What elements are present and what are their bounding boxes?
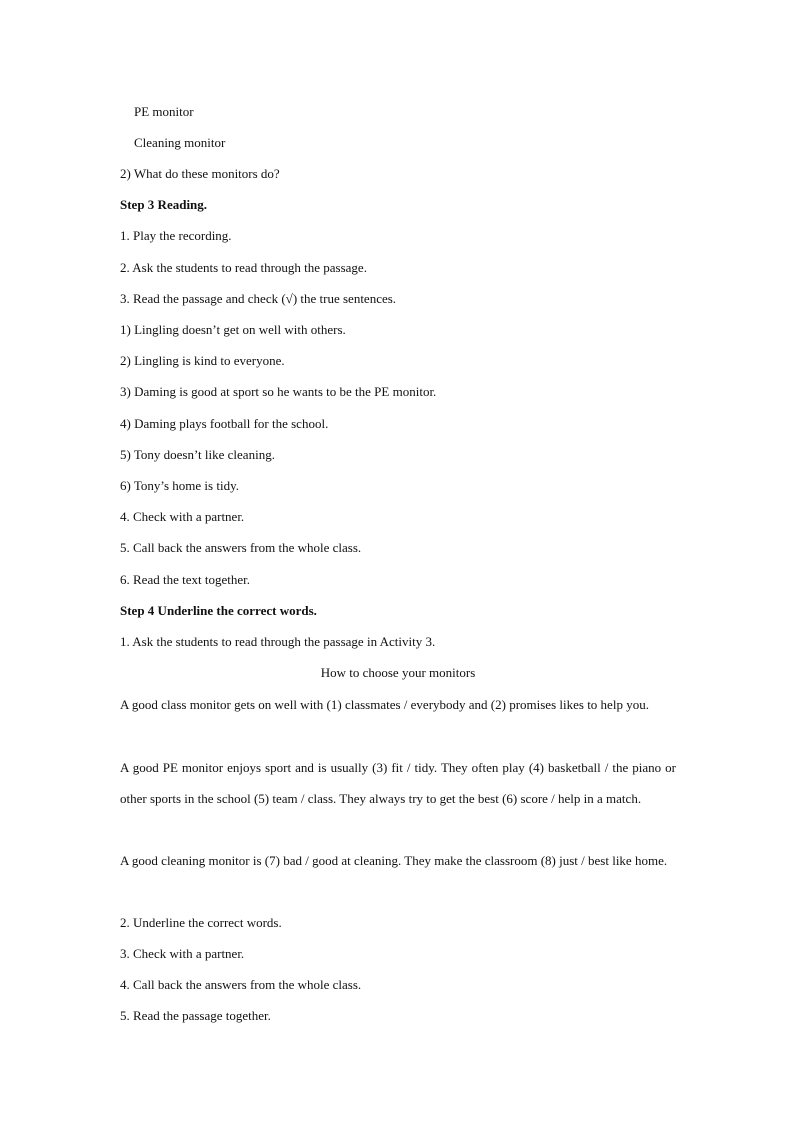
step4-intro: 1. Ask the students to read through the passage in Activity 3. <box>120 634 436 649</box>
step3-item: 3) Daming is good at sport so he wants to be the PE monitor. <box>120 384 437 399</box>
step3-heading: Step 3 Reading. <box>120 197 208 212</box>
step3-item: 3. Read the passage and check (√) the true sentences. <box>120 291 397 306</box>
passage-paragraph: A good PE monitor enjoys sport and is usually (3) fit / tidy. They often play (4) basketball / the piano or other sports in the school (5) team / class. They always try to get the best (6) score / help in a match. <box>120 760 676 806</box>
step4-item: 2. Underline the correct words. <box>120 915 282 930</box>
passage-title: How to choose your monitors <box>320 665 476 680</box>
passage-paragraph: A good cleaning monitor is (7) bad / good at cleaning. They make the classroom (8) just / best like home. <box>120 853 668 868</box>
step3-item: 1) Lingling doesn’t get on well with others. <box>120 322 346 337</box>
step3-item: 6. Read the text together. <box>120 572 250 587</box>
step3-item: 2. Ask the students to read through the passage. <box>120 260 367 275</box>
step3-item: 4) Daming plays football for the school. <box>120 416 329 431</box>
question-2: 2) What do these monitors do? <box>120 166 280 181</box>
step3-item: 5) Tony doesn’t like cleaning. <box>120 447 275 462</box>
step3-item: 4. Check with a partner. <box>120 509 245 524</box>
monitor-cleaning: Cleaning monitor <box>134 135 226 150</box>
step4-heading: Step 4 Underline the correct words. <box>120 603 317 618</box>
monitor-pe: PE monitor <box>134 104 194 119</box>
step4-item: 5. Read the passage together. <box>120 1008 271 1023</box>
step3-item: 5. Call back the answers from the whole class. <box>120 540 362 555</box>
step3-item: 1. Play the recording. <box>120 228 232 243</box>
passage-paragraph: A good class monitor gets on well with (1) classmates / everybody and (2) promises likes to help you. <box>120 697 649 712</box>
step3-item: 2) Lingling is kind to everyone. <box>120 353 285 368</box>
step3-item: 6) Tony’s home is tidy. <box>120 478 239 493</box>
step4-item: 3. Check with a partner. <box>120 946 245 961</box>
step4-item: 4. Call back the answers from the whole class. <box>120 977 362 992</box>
